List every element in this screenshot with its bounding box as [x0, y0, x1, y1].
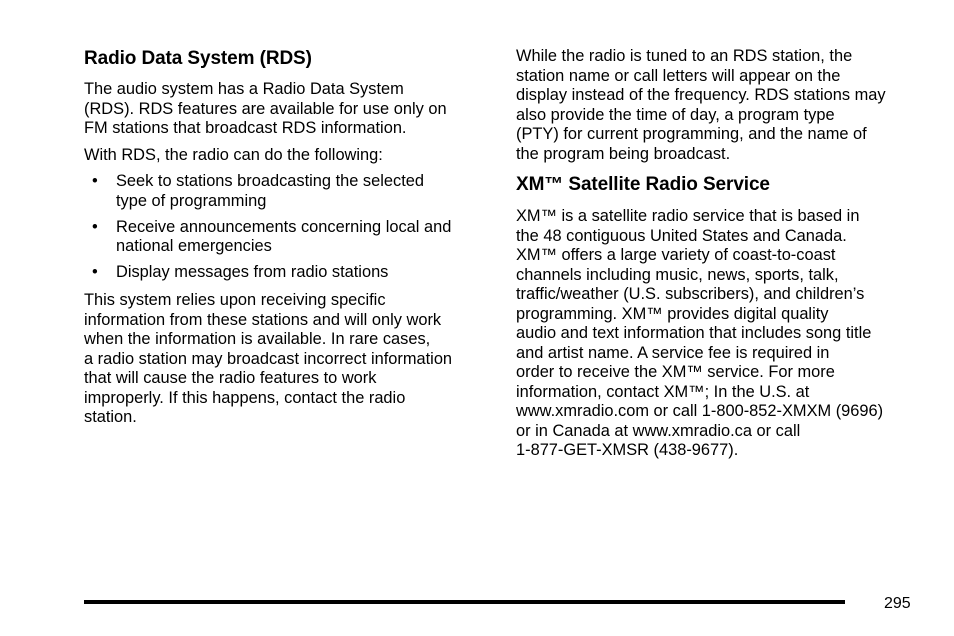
text-line: information, contact XM™; In the U.S. at: [516, 382, 810, 401]
text-line: Receive announcements concerning local and: [116, 217, 452, 236]
list-item: [84, 263, 451, 283]
page-number: 295: [884, 595, 911, 612]
text-line: FM stations that broadcast RDS information.: [84, 119, 407, 137]
text-line: station.: [84, 408, 137, 426]
text-line: traffic/weather (U.S. subscribers), and children’s: [516, 285, 865, 303]
text-line: Seek to stations broadcasting the selected: [116, 172, 424, 190]
text-line: (RDS). RDS features are available for use only on: [84, 99, 447, 118]
bullet-icon: •: [92, 263, 98, 281]
list-item: [84, 172, 451, 211]
rds-system-paragraph: [84, 291, 452, 428]
text-line: a radio station may broadcast incorrect information: [84, 349, 453, 368]
text-line: the 48 contiguous United States and Canada.: [516, 226, 847, 245]
text-line: when the information is available. In rare cases,: [84, 330, 431, 348]
text-line: order to receive the XM™ service. For more: [516, 363, 835, 381]
text-line: www.xmradio.com or call 1-800-852-XMXM (9696): [516, 402, 884, 420]
text-line: (PTY) for current programming, and the name of: [516, 125, 867, 143]
text-line: improperly. If this happens, contact the radio: [84, 388, 406, 407]
text-line: the program being broadcast.: [516, 144, 731, 163]
text-line: programming. XM™ provides digital quality: [516, 304, 829, 323]
text-line: 1-877-GET-XMSR (438-9677).: [516, 441, 739, 459]
text-line: national emergencies: [116, 237, 272, 255]
text-line: This system relies upon receiving specific: [84, 291, 386, 309]
text-line: XM™ offers a large variety of coast-to-coast: [516, 246, 836, 264]
text-line: information from these stations and will only work: [84, 310, 442, 329]
text-line: The audio system has a Radio Data System: [84, 80, 404, 98]
bullet-icon: •: [92, 217, 98, 236]
text-line: display instead of the frequency. RDS stations may: [516, 86, 886, 104]
text-line: Display messages from radio stations: [116, 263, 389, 281]
rds-display-paragraph: [516, 47, 886, 164]
rds-lead-paragraph: With RDS, the radio can do the following:: [84, 146, 383, 164]
text-line: station name or call letters will appear on the: [516, 66, 841, 85]
xm-paragraph: [516, 207, 883, 461]
text-line: also provide the time of day, a program type: [516, 105, 835, 124]
text-line: XM™ is a satellite radio service that is based in: [516, 207, 860, 225]
rds-intro-paragraph: [84, 80, 447, 139]
bullet-icon: •: [92, 172, 98, 190]
xm-heading: XM™ Satellite Radio Service: [516, 174, 770, 195]
footer-rule: [84, 600, 845, 604]
text-line: channels including music, news, sports, talk,: [516, 265, 839, 284]
text-line: While the radio is tuned to an RDS station, the: [516, 47, 853, 65]
rds-feature-list: [84, 172, 451, 289]
text-line: type of programming: [116, 191, 267, 210]
rds-heading: Radio Data System (RDS): [84, 48, 312, 69]
list-item: [84, 218, 451, 257]
text-line: or in Canada at www.xmradio.ca or call: [516, 421, 801, 440]
text-line: audio and text information that includes song title: [516, 324, 872, 342]
text-line: that will cause the radio features to work: [84, 369, 377, 387]
text-line: and artist name. A service fee is required in: [516, 343, 830, 362]
